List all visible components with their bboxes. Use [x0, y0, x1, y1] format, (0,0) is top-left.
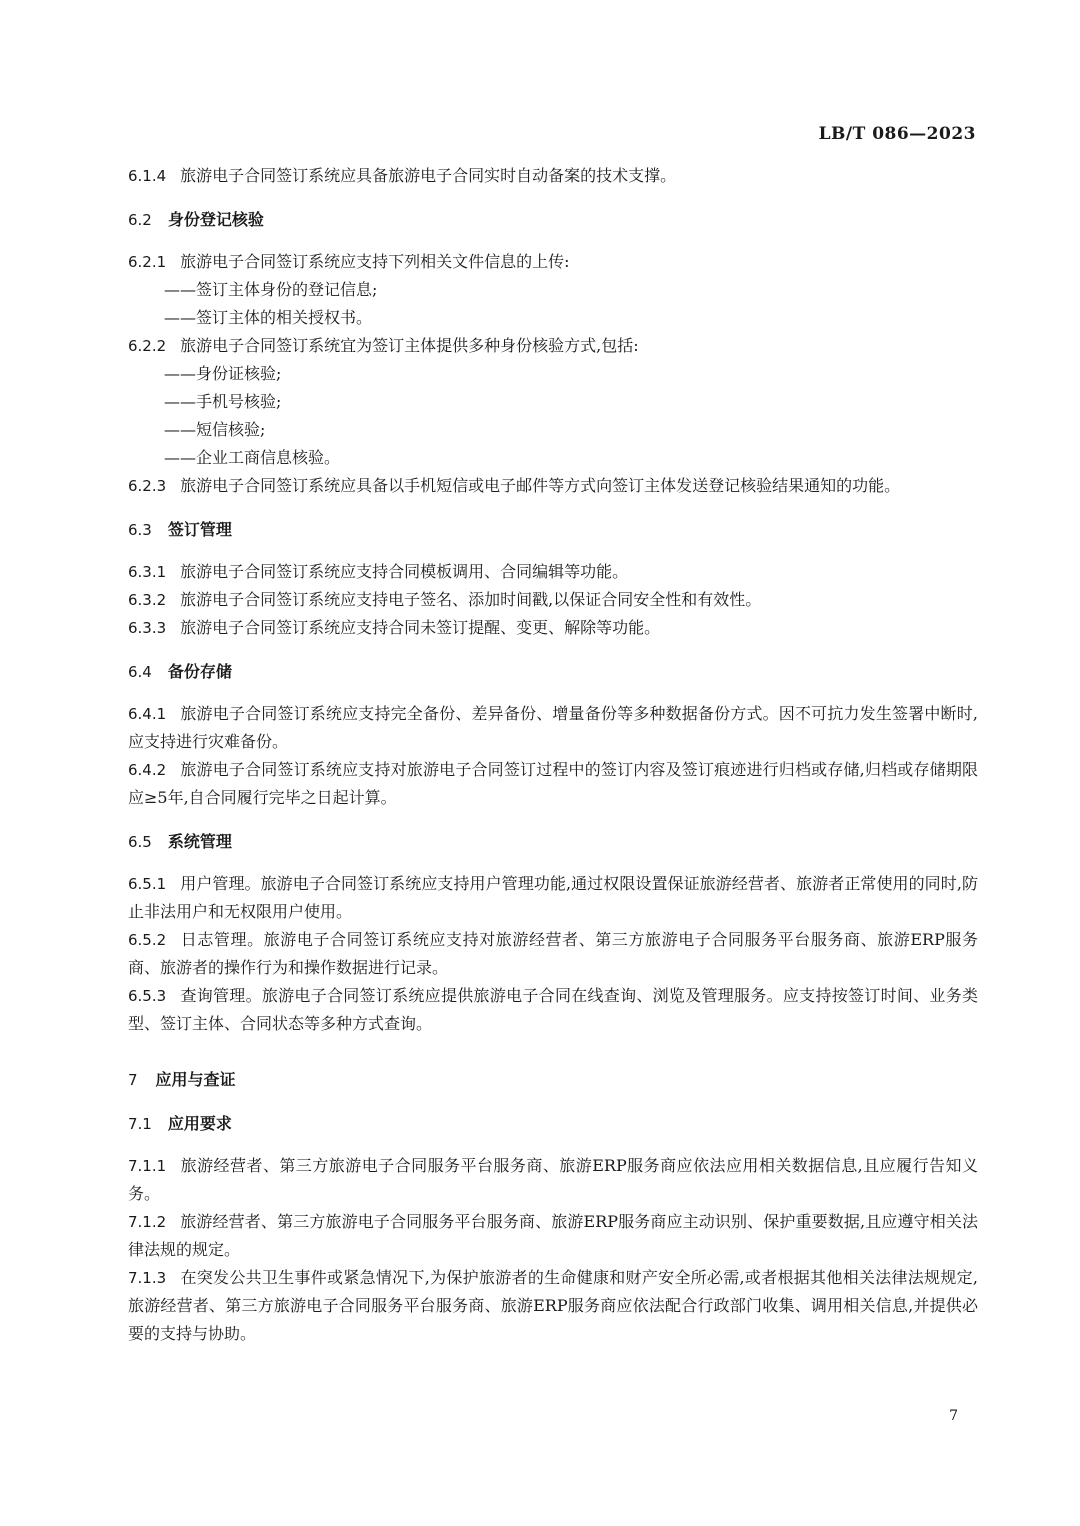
clause-6-3-2: 6.3.2 旅游电子合同签订系统应支持电子签名、添加时间戳,以保证合同安全性和有效性。 [128, 590, 762, 609]
clause-7-1-2: 7.1.2 旅游经营者、第三方旅游电子合同服务平台服务商、旅游ERP服务商应主动识别、保护重要数据,且应遵守相关法律法规的规定。 [128, 1212, 978, 1259]
clause-6-4-2: 6.4.2 旅游电子合同签订系统应支持对旅游电子合同签订过程中的签订内容及签订痕迹进行归档或存储,归档或存储期限应≥5年,自合同履行完毕之日起计算。 [128, 760, 978, 807]
clause-7-1-1: 7.1.1 旅游经营者、第三方旅游电子合同服务平台服务商、旅游ERP服务商应依法应用相关数据信息,且应履行告知义务。 [128, 1156, 978, 1203]
chapter-7-heading: 7 应用与查证 [128, 1070, 236, 1089]
clause-6-2-1: 6.2.1 旅游电子合同签订系统应支持下列相关文件信息的上传: [128, 252, 570, 271]
standard-code: LB/T 086—2023 [818, 124, 976, 144]
section-6-3-heading: 6.3 签订管理 [128, 520, 232, 539]
list-item: ——签订主体的相关授权书。 [164, 308, 373, 327]
section-6-4-heading: 6.4 备份存储 [128, 662, 232, 681]
list-item: ——身份证核验; [164, 364, 282, 383]
clause-6-5-3: 6.5.3 查询管理。旅游电子合同签订系统应提供旅游电子合同在线查询、浏览及管理服务。应支持按签订时间、业务类型、签订主体、合同状态等多种方式查询。 [128, 986, 978, 1033]
clause-6-2-3: 6.2.3 旅游电子合同签订系统应具备以手机短信或电子邮件等方式向签订主体发送登记核验结果通知的功能。 [128, 476, 901, 495]
section-7-1-heading: 7.1 应用要求 [128, 1114, 232, 1133]
clause-6-3-1: 6.3.1 旅游电子合同签订系统应支持合同模板调用、合同编辑等功能。 [128, 562, 629, 581]
clause-6-1-4: 6.1.4 旅游电子合同签订系统应具备旅游电子合同实时自动备案的技术支撑。 [128, 166, 677, 185]
list-item: ——短信核验; [164, 420, 266, 439]
clause-6-3-3: 6.3.3 旅游电子合同签订系统应支持合同未签订提醒、变更、解除等功能。 [128, 618, 661, 637]
clause-6-2-2: 6.2.2 旅游电子合同签订系统宜为签订主体提供多种身份核验方式,包括: [128, 336, 639, 355]
list-item: ——企业工商信息核验。 [164, 448, 341, 467]
clause-6-5-1: 6.5.1 用户管理。旅游电子合同签订系统应支持用户管理功能,通过权限设置保证旅游经营者、旅游者正常使用的同时,防止非法用户和无权限用户使用。 [128, 874, 978, 921]
clause-7-1-3: 7.1.3 在突发公共卫生事件或紧急情况下,为保护旅游者的生命健康和财产安全所必需,或者根据其他相关法律法规规定,旅游经营者、第三方旅游电子合同服务平台服务商、旅游ERP服务商应依法配合行政部门收集、调用相关信息,并提供必要的支持与协助。 [128, 1268, 978, 1343]
document-body [128, 162, 978, 1348]
list-item: ——手机号核验; [164, 392, 282, 411]
page-number: 7 [949, 1408, 958, 1424]
list-item: ——签订主体身份的登记信息; [164, 280, 378, 299]
clause-6-5-2: 6.5.2 日志管理。旅游电子合同签订系统应支持对旅游经营者、第三方旅游电子合同服务平台服务商、旅游ERP服务商、旅游者的操作行为和操作数据进行记录。 [128, 930, 978, 977]
section-6-5-heading: 6.5 系统管理 [128, 832, 232, 851]
clause-6-4-1: 6.4.1 旅游电子合同签订系统应支持完全备份、差异备份、增量备份等多种数据备份方式。因不可抗力发生签署中断时,应支持进行灾难备份。 [128, 704, 978, 751]
section-6-2-heading: 6.2 身份登记核验 [128, 210, 264, 229]
